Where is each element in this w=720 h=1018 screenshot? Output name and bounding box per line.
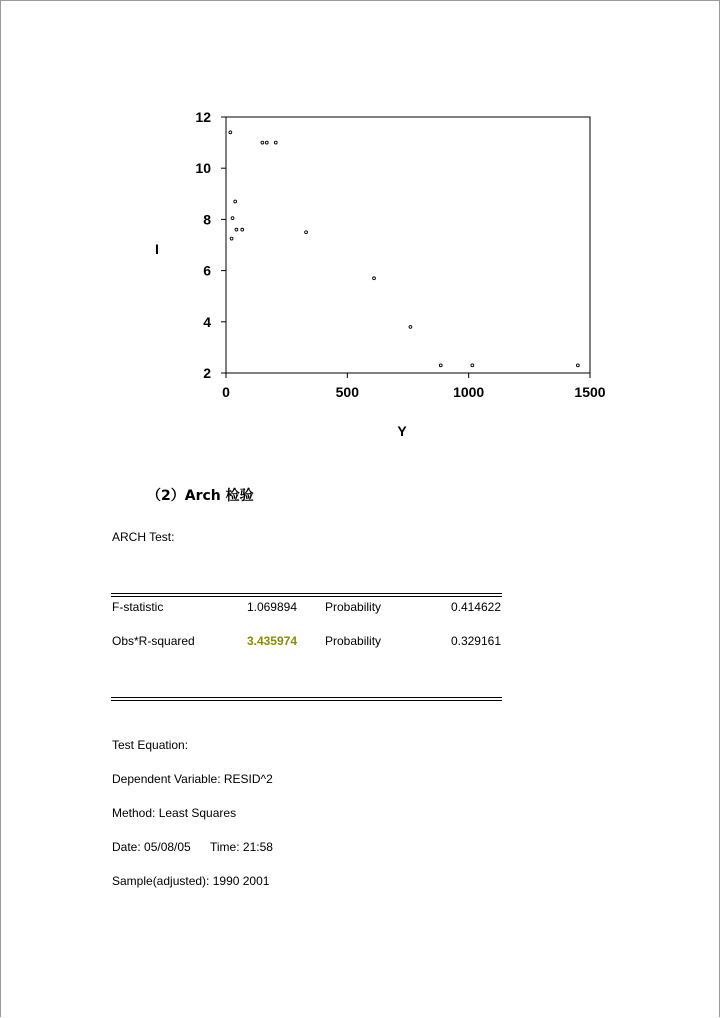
row-value-highlighted: 3.435974 — [246, 634, 297, 648]
x-tick-label: 1000 — [453, 384, 485, 400]
y-tick-label: 12 — [195, 109, 211, 125]
data-point — [241, 228, 244, 231]
plot-frame — [226, 117, 590, 373]
row-prob-label: Probability — [325, 600, 382, 614]
data-point — [235, 228, 238, 231]
date: Date: 05/08/05 — [112, 840, 191, 854]
x-tick-label: 0 — [222, 384, 230, 400]
x-axis-label: Y — [397, 423, 407, 439]
row-prob: 0.414622 — [450, 600, 501, 614]
method: Method: Least Squares — [112, 806, 237, 820]
data-point — [373, 277, 376, 280]
y-tick-label: 6 — [203, 262, 211, 279]
row-label: Obs*R-squared — [112, 634, 195, 648]
data-point — [261, 141, 264, 144]
data-point — [439, 364, 442, 367]
table-top-rule-2 — [111, 596, 502, 597]
row-label: F-statistic — [112, 600, 164, 614]
table-bottom-rule — [111, 697, 502, 698]
arch-test-title: ARCH Test: — [112, 530, 175, 544]
table-top-rule — [111, 593, 502, 594]
data-point — [230, 237, 233, 240]
y-tick-label: 2 — [203, 365, 211, 381]
data-point — [274, 141, 277, 144]
data-point — [229, 131, 232, 134]
data-point — [576, 364, 579, 367]
data-point — [231, 217, 234, 220]
y-tick-label: 10 — [195, 160, 211, 177]
table-bottom-rule-2 — [111, 700, 502, 701]
data-point — [234, 200, 237, 203]
row-prob: 0.329161 — [450, 634, 501, 648]
y-tick-label: 8 — [203, 211, 211, 228]
data-point — [471, 364, 474, 367]
row-value: 1.069894 — [246, 600, 297, 614]
data-point — [265, 141, 268, 144]
x-tick-label: 500 — [335, 384, 360, 400]
test-equation-title: Test Equation: — [112, 738, 189, 752]
time: Time: 21:58 — [210, 840, 273, 854]
y-axis-label: I — [155, 241, 159, 257]
x-tick-label: 1500 — [574, 384, 606, 400]
data-point — [305, 231, 308, 234]
sample: Sample(adjusted): 1990 2001 — [112, 874, 270, 888]
data-point — [409, 326, 412, 329]
section-heading: （2）Arch 检验 — [147, 488, 254, 504]
row-prob-label: Probability — [325, 634, 382, 648]
dependent-variable: Dependent Variable: RESID^2 — [112, 772, 273, 786]
y-tick-label: 4 — [203, 313, 211, 330]
scatter-chart — [140, 100, 620, 450]
